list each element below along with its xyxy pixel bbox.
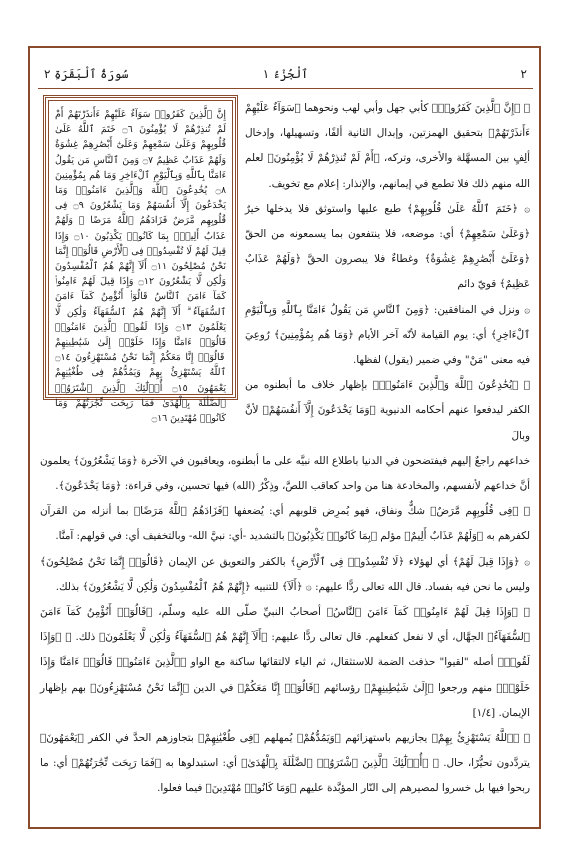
header-rule <box>38 88 533 89</box>
page-number: ٢ <box>520 67 527 81</box>
commentary-paragraph: ۞ ﴿إِنَّ ٱلَّذِينَ كَفَرُوا۟﴾ كأبي جهل وأبي لهب ونحوهما ﴿سَوَآءٌ عَلَيْهِمْ ءَأَنذَرْتَهُمْ﴾ بتحقيق الهمزتين، وإبدال الثانية ألفًا، وتسهيلها، وإدخال ألِفٍ بين المسهَّلة والأخرى، وتركه، ﴿أَمْ لَمْ تُنذِرْهُمْ لَا يُؤْمِنُونَ﴾ لعلم الله منهم ذلك فلا تطمع في إيمانهم، والإنذار: إعلام مع تخويف. <box>245 102 530 190</box>
commentary-paragraph: ۞ ﴿فِى قُلُوبِهِم مَّرَضٌ﴾ شكٌّ ونفاق، فهو يُمرِض قلوبهم أي: يُضعفها ﴿فَزَادَهُمُ ٱللَّهُ مَرَضًا﴾ بما أنزله من القرآن لكفرهم به ﴿وَلَهُمْ عَذَابٌ أَلِيمٌ﴾ مؤلم ﴿بِمَا كَانُوا۟ يَكْذِبُونَ﴾ بالتشديد -أي: نبيَّ الله- وبالتخفيف أي: في قولهم: آمنَّا. <box>40 505 530 543</box>
commentary-paragraph: ۞ ﴿يُخَٰدِعُونَ ٱللَّهَ وَٱلَّذِينَ ءَامَنُوا۟﴾ بإظهار خلاف ما أبطنوه من الكفر ليدفعوا عنهم أحكامه الدنيوية ﴿وَمَا يَخْدَعُونَ إِلَّآ أَنفُسَهُمْ﴾ لأنَّ وبالَ <box>245 379 530 442</box>
quran-verse: خَتَمَ ٱللَّهُ عَلَىٰ قُلُوبِهِمْ وَعَلَىٰ سَمْعِهِمْ وَعَلَىٰٓ أَبْصَٰرِهِمْ غِشَٰوَةٌ وَلَهُمْ عَذَابٌ عَظِيمٌ ۝٧ <box>55 124 226 166</box>
quran-verse: أُو۟لَٰٓئِكَ ٱلَّذِينَ ٱشْتَرَوُا۟ ٱلضَّلَٰلَةَ بِٱلْهُدَىٰ فَمَا رَبِحَت تِّجَٰرَتُهُمْ وَمَا كَانُوا۟ مُهْتَدِينَ ۝١٦ <box>55 382 226 425</box>
quran-verse: يُخَٰدِعُونَ ٱللَّهَ وَٱلَّذِينَ ءَامَنُوا۟ وَمَا يَخْدَعُونَ إِلَّآ أَنفُسَهُمْ وَمَا يَشْعُرُونَ ۝٩ <box>55 185 227 212</box>
commentary-paragraph: خداعهم راجعٌ إليهم فيفتضحون في الدنيا باطلاع الله نبيَّه على ما أبطنوه، ويعاقبون في الآخرة ﴿وَمَا يَشْعُرُونَ﴾ يعلمون أنَّ خداعهم لأنفسهم، والمخادعة هنا من واحد كعاقب اللصَّ، وذِكْرُ (الله) فيها تحسين، وفي قراءة: ﴿وَمَا يَخْدَعُونَ﴾. <box>40 454 530 493</box>
quran-verse: أَلَآ إِنَّهُمْ هُمُ ٱلْمُفْسِدُونَ وَلَٰكِن لَّا يَشْعُرُونَ ۝١٢ <box>55 261 226 288</box>
quran-verse: وَإِذَا لَقُوا۟ ٱلَّذِينَ ءَامَنُوا۟ قَالُوٓا۟ ءَامَنَّا وَإِذَا خَلَوْا۟ إِلَىٰ شَيَٰطِينِهِمْ قَالُوٓا۟ إِنَّا مَعَكُمْ إِنَّمَا نَحْنُ مُسْتَهْزِءُونَ ۝١٤ <box>55 321 226 364</box>
tafsir-commentary <box>40 96 530 802</box>
commentary-paragraph: ۞ ﴿وَإِذَا قِيلَ لَهُمْ ءَامِنُوا۟ كَمَآ ءَامَنَ ٱلنَّاسُ﴾ أصحابُ النبيِّ صلّى الله عليه وسلّم، ﴿قَالُوٓا۟ أَنُؤْمِنُ كَمَآ ءَامَنَ ٱلسُّفَهَآءُ﴾ الجهَّال، أي لا نفعل كفعلهم. قال تعالى ردًّا عليهم: ﴿أَلَآ إِنَّهُمْ هُمُ ٱلسُّفَهَآءُ وَلَٰكِن لَّا يَعْلَمُونَ﴾ ذلك. ۞ ﴿وَإِذَا لَقُوا۟﴾ أصله "لقيوا" حذفت الضمة للاستثقال، ثم الياء لالتقائها ساكنة مع الواو ﴿ٱلَّذِينَ ءَامَنُوا۟ قَالُوٓا۟ ءَامَنَّا وَإِذَا خَلَوْا۟﴾ منهم ورجعوا ﴿إِلَىٰ شَيَٰطِينِهِمْ﴾ رؤسائهم ﴿قَالُوٓا۟ إِنَّا مَعَكُمْ﴾ في الدين ﴿إِنَّمَا نَحْنُ مُسْتَهْزِءُونَ﴾ بهم بإظهار الإيمان. [١/٤] <box>40 606 530 719</box>
quran-verse: وَإِذَا قِيلَ لَهُمْ لَا تُفْسِدُوا۟ فِى ٱلْأَرْضِ قَالُوٓا۟ إِنَّمَا نَحْنُ مُصْلِحُونَ ۝١١ <box>55 230 227 273</box>
surah-label: سُورَةُ ٱلْبَقَرَةِ ٢ <box>44 67 129 81</box>
commentary-paragraph: ۞ ﴿وَإِذَا قِيلَ لَهُمْ﴾ أي لهؤلاء ﴿لَا تُفْسِدُوا۟ فِى ٱلْأَرْضِ﴾ بالكفر والتعويق عن الإيمان ﴿قَالُوٓا۟ إِنَّمَا نَحْنُ مُصْلِحُونَ﴾ وليس ما نحن فيه بفساد. قال الله تعالى ردًّا عليهم: ۞ ﴿أَلَآ﴾ للتنبيه ﴿إِنَّهُمْ هُمُ ٱلْمُفْسِدُونَ وَلَٰكِن لَّا يَشْعُرُونَ﴾ بذلك. <box>40 555 530 593</box>
quran-verse: وَإِذَا قِيلَ لَهُمْ ءَامِنُوا۟ كَمَآ ءَامَنَ ٱلنَّاسُ قَالُوٓا۟ أَنُؤْمِنُ كَمَآ ءَامَنَ ٱلسُّفَهَآءُ ۗ أَلَآ إِنَّهُمْ هُمُ ٱلسُّفَهَآءُ وَلَٰكِن لَّا يَعْلَمُونَ ۝١٣ <box>55 276 226 333</box>
quran-verse: وَمِنَ ٱلنَّاسِ مَن يَقُولُ ءَامَنَّا بِٱللَّهِ وَبِٱلْيَوْمِ ٱلْءَاخِرِ وَمَا هُم بِمُؤْمِنِينَ ۝٨ <box>55 154 226 197</box>
commentary-paragraph: ۞ ﴿خَتَمَ ٱللَّهُ عَلَىٰ قُلُوبِهِمْ﴾ طبع عليها واستوثق فلا يدخلها خيرٌ ﴿وَعَلَىٰ سَمْعِهِمْ﴾ أي: موضعه، فلا ينتفعون بما يسمعونه من الحقّ ﴿وَعَلَىٰٓ أَبْصَٰرِهِمْ غِشَٰوَةٌ﴾ وغطاءٌ فلا يبصرون الحقَّ ﴿وَلَهُمْ عَذَابٌ عَظِيمٌ﴾ قويّ دائم <box>245 202 530 291</box>
juz-label: ٱلْجُزْءُ ١ <box>262 67 309 81</box>
commentary-paragraph: ۞ ونزل في المنافقين: ﴿وَمِنَ ٱلنَّاسِ مَن يَقُولُ ءَامَنَّا بِٱللَّهِ وَبِٱلْيَوْمِ ٱلْءَاخِرِ﴾ أي: يوم القيامة لأنّه آخر الأيام ﴿وَمَا هُم بِمُؤْمِنِينَ﴾ رُوعِيَ فيه معنى "مَنْ" وفي ضمير (يقول) لفظها. <box>245 303 530 367</box>
quran-verse: فِى قُلُوبِهِم مَّرَضٌ فَزَادَهُمُ ٱللَّهُ مَرَضًا ۖ وَلَهُمْ عَذَابٌ أَلِيمٌۢ بِمَا كَانُوا۟ يَكْذِبُونَ ۝١٠ <box>55 200 227 242</box>
page-header <box>38 64 533 86</box>
quran-verse: إِنَّ ٱلَّذِينَ كَفَرُوا۟ سَوَآءٌ عَلَيْهِمْ ءَأَنذَرْتَهُمْ أَمْ لَمْ تُنذِرْهُمْ لَا يُؤْمِنُونَ ۝٦ <box>55 109 226 136</box>
quran-verse: ٱللَّهُ يَسْتَهْزِئُ بِهِمْ وَيَمُدُّهُمْ فِى طُغْيَٰنِهِمْ يَعْمَهُونَ ۝١٥ <box>55 367 226 394</box>
commentary-paragraph: ۞ ﴿ٱللَّهُ يَسْتَهْزِئُ بِهِمْ﴾ يجازيهم باستهزائهم ﴿وَيَمُدُّهُمْ﴾ يُمهلهم ﴿فِى طُغْيَٰنِهِمْ﴾ بتجاوزهم الحدَّ في الكفر ﴿يَعْمَهُونَ﴾ يتردَّدون تحيُّرًا، حال. ۞ ﴿أُو۟لَٰٓئِكَ ٱلَّذِينَ ٱشْتَرَوُا۟ ٱلضَّلَٰلَةَ بِٱلْهُدَىٰ﴾ أي: استبدلوها به ﴿فَمَا رَبِحَت تِّجَٰرَتُهُمْ﴾ أي: ما ربحوا فيها بل خسروا لمصيرهم إلى النّار المؤبَّدة عليهم ﴿وَمَا كَانُوا۟ مُهْتَدِينَ﴾ فيما فعلوا. <box>40 732 530 795</box>
